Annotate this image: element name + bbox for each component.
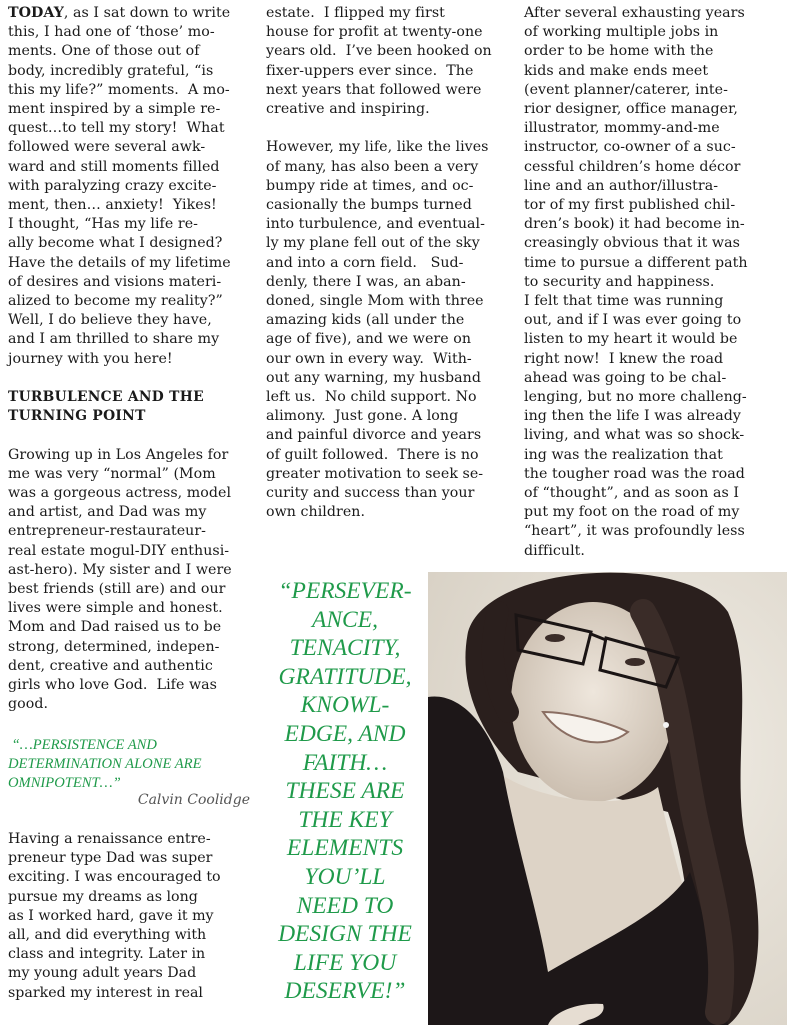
text-line: “heart”, it was profoundly less bbox=[524, 523, 745, 540]
text-line: class and integrity. Later in bbox=[8, 946, 206, 963]
quote-line: OMNIPOTENT…” bbox=[8, 775, 121, 791]
portrait-image bbox=[428, 572, 787, 1025]
text-line: order to be home with the bbox=[524, 43, 714, 60]
text-line: out any warning, my husband bbox=[266, 369, 481, 386]
author-portrait-photo bbox=[428, 572, 787, 1025]
text-line: was a gorgeous actress, model bbox=[8, 485, 232, 502]
text-line: of desires and visions materi- bbox=[8, 273, 222, 290]
text-line: to security and happiness. bbox=[524, 273, 715, 290]
pull-quote-line: THE KEY bbox=[298, 806, 392, 833]
text-line: ahead was going to be chal- bbox=[524, 369, 727, 386]
intro-first-line: TODAY, as I sat down to write bbox=[8, 5, 231, 21]
pull-quote-line: THESE ARE bbox=[285, 778, 405, 805]
section-heading: TURBULENCE AND THE TURNING POINT bbox=[8, 389, 204, 425]
text-line: of guilt followed. There is no bbox=[266, 446, 479, 463]
text-line: illustrator, mommy-and-me bbox=[524, 120, 720, 137]
text-line: sparked my interest in real bbox=[8, 984, 203, 1001]
pull-quote-line: FAITH… bbox=[302, 749, 388, 776]
text-line: and painful divorce and years bbox=[266, 427, 482, 444]
text-line: house for profit at twenty-one bbox=[266, 24, 483, 41]
quote-attribution: Calvin Coolidge bbox=[137, 792, 250, 808]
text-line: and artist, and Dad was my bbox=[8, 504, 207, 521]
text-line: strong, determined, indepen- bbox=[8, 638, 220, 655]
pull-quote bbox=[262, 577, 428, 1006]
article-column-1 bbox=[8, 4, 252, 714]
dad-paragraph bbox=[8, 830, 221, 1003]
text-line: tor of my first published chil- bbox=[524, 197, 736, 214]
text-line: this, I had one of ‘those’ mo- bbox=[8, 24, 215, 41]
text-line: own children. bbox=[266, 504, 366, 521]
text-line: cessful children’s home décor bbox=[524, 158, 741, 175]
pull-quote-line: KNOWL- bbox=[300, 692, 390, 719]
real-estate-paragraph bbox=[266, 4, 510, 119]
text-line: instructor, co-owner of a suc- bbox=[524, 139, 736, 156]
text-line: ment, then… anxiety! Yikes! bbox=[8, 197, 217, 214]
turbulence-paragraph bbox=[266, 138, 510, 522]
text-line: curity and success than your bbox=[266, 485, 475, 502]
text-line: lenging, but no more challeng- bbox=[524, 389, 747, 406]
intro-paragraph bbox=[8, 23, 252, 369]
text-line: Well, I do believe they have, bbox=[8, 312, 212, 329]
pull-quote-line: “PERSEVER- bbox=[278, 578, 412, 604]
text-line: next years that followed were bbox=[266, 81, 482, 98]
text-line: listen to my heart it would be bbox=[524, 331, 738, 348]
lead-word: TODAY bbox=[8, 5, 64, 21]
text-line: and I am thrilled to share my bbox=[8, 331, 220, 348]
text-line: ment inspired by a simple re- bbox=[8, 101, 221, 118]
text-line: right now! I knew the road bbox=[524, 350, 724, 367]
text-line: creative and inspiring. bbox=[266, 101, 430, 118]
text-line: of working multiple jobs in bbox=[524, 24, 719, 41]
pull-quote-line: TENACITY, bbox=[289, 635, 401, 662]
pull-quote-line: ELEMENTS bbox=[286, 835, 404, 862]
text-line: this my life?” moments. A mo- bbox=[8, 81, 230, 98]
text-line: Mom and Dad raised us to be bbox=[8, 619, 222, 636]
text-line: entrepreneur-restaurateur- bbox=[8, 523, 207, 540]
quote-line: “…PERSISTENCE AND bbox=[8, 737, 157, 753]
text-line: difficult. bbox=[524, 542, 585, 559]
text-line: as I worked hard, gave it my bbox=[8, 907, 214, 924]
text-line: my young adult years Dad bbox=[8, 965, 197, 982]
text-line: ast-hero). My sister and I were bbox=[8, 561, 232, 578]
text-line: real estate mogul-DIY enthusi- bbox=[8, 542, 230, 559]
text-line: lives were simple and honest. bbox=[8, 600, 223, 617]
text-line: of many, has also been a very bbox=[266, 158, 479, 175]
text-line: alimony. Just gone. A long bbox=[266, 408, 459, 425]
text-line: rior designer, office manager, bbox=[524, 101, 738, 118]
text-line: amazing kids (all under the bbox=[266, 312, 465, 329]
text-line: ward and still moments filled bbox=[8, 158, 220, 175]
pull-quote-line: YOU’LL bbox=[304, 863, 386, 890]
text-line: estate. I flipped my first bbox=[266, 5, 445, 21]
text-line: pursue my dreams as long bbox=[8, 888, 198, 905]
text-line: bumpy ride at times, and oc- bbox=[266, 177, 474, 194]
pull-quote-line: NEED TO bbox=[296, 892, 394, 919]
text-line: living, and what was so shock- bbox=[524, 427, 745, 444]
text-line: I felt that time was running bbox=[524, 293, 724, 310]
text-line: Growing up in Los Angeles for bbox=[8, 446, 229, 463]
text-line: creasingly obvious that it was bbox=[524, 235, 740, 252]
text-line: dren’s book) it had become in- bbox=[524, 216, 745, 233]
text-line: exciting. I was encouraged to bbox=[8, 869, 221, 886]
text-line: ing then the life I was already bbox=[524, 408, 741, 425]
text-line: of “thought”, and as soon as I bbox=[524, 485, 740, 502]
text-line: Have the details of my lifetime bbox=[8, 254, 231, 271]
text-line: good. bbox=[8, 696, 49, 713]
text-line: followed were several awk- bbox=[8, 139, 206, 156]
text-line: put my foot on the road of my bbox=[524, 504, 740, 521]
quote-line: DETERMINATION ALONE ARE bbox=[8, 756, 202, 772]
article-column-3 bbox=[524, 4, 786, 561]
text-line: dent, creative and authentic bbox=[8, 657, 213, 674]
side-quote bbox=[8, 736, 256, 793]
text-line: ly my plane fell out of the sky bbox=[266, 235, 480, 252]
text-line: journey with you here! bbox=[8, 350, 173, 367]
text-line: casionally the bumps turned bbox=[266, 197, 472, 214]
text-line: However, my life, like the lives bbox=[266, 139, 489, 156]
text-line: left us. No child support. No bbox=[266, 389, 477, 406]
pull-quote-line: DESIGN THE bbox=[278, 921, 412, 948]
childhood-paragraph bbox=[8, 446, 252, 715]
text-line: quest…to tell my story! What bbox=[8, 120, 225, 137]
text-line: I thought, “Has my life re- bbox=[8, 216, 198, 233]
text-line: best friends (still are) and our bbox=[8, 581, 226, 598]
text-line: out, and if I was ever going to bbox=[524, 312, 742, 329]
pull-quote-line: LIFE YOU bbox=[293, 949, 397, 976]
text-line: body, incredibly grateful, “is bbox=[8, 62, 214, 79]
text-line: ments. One of those out of bbox=[8, 43, 200, 60]
pull-quote-line: DESERVE!” bbox=[284, 978, 406, 1005]
pull-quote-line: EDGE, AND bbox=[284, 720, 406, 747]
text-line: greater motivation to seek se- bbox=[266, 465, 484, 482]
text-line: ing was the realization that bbox=[524, 446, 723, 463]
text-line: all, and did everything with bbox=[8, 927, 207, 944]
text-line: line and an author/illustra- bbox=[524, 177, 719, 194]
text-line: years old. I’ve been hooked on bbox=[266, 43, 492, 60]
article-column-2 bbox=[266, 4, 510, 522]
text-line: our own in every way. With- bbox=[266, 350, 472, 367]
text-line: me was very “normal” (Mom bbox=[8, 465, 216, 482]
text-line: and into a corn field. Sud- bbox=[266, 254, 464, 271]
pull-quote-line: GRATITUDE, bbox=[278, 663, 412, 690]
text-line: preneur type Dad was super bbox=[8, 850, 213, 867]
text-line: (event planner/caterer, inte- bbox=[524, 81, 728, 98]
text-line: the tougher road was the road bbox=[524, 465, 745, 482]
text-line: time to pursue a different path bbox=[524, 254, 748, 271]
text-line: age of five), and we were on bbox=[266, 331, 472, 348]
text-line: After several exhausting years bbox=[524, 5, 745, 21]
text-line: with paralyzing crazy excite- bbox=[8, 177, 217, 194]
text-line: kids and make ends meet bbox=[524, 62, 709, 79]
text-line: denly, there I was, an aban- bbox=[266, 273, 466, 290]
text-line: doned, single Mom with three bbox=[266, 293, 484, 310]
new-path-paragraph bbox=[524, 4, 786, 561]
text-line: fixer-uppers ever since. The bbox=[266, 62, 474, 79]
text-line: alized to become my reality?” bbox=[8, 293, 223, 310]
text-line: ally become what I designed? bbox=[8, 235, 223, 252]
text-line: Having a renaissance entre- bbox=[8, 831, 211, 847]
pull-quote-line: ANCE, bbox=[312, 606, 378, 633]
text-line: girls who love God. Life was bbox=[8, 677, 217, 694]
text-line: into turbulence, and eventual- bbox=[266, 216, 485, 233]
